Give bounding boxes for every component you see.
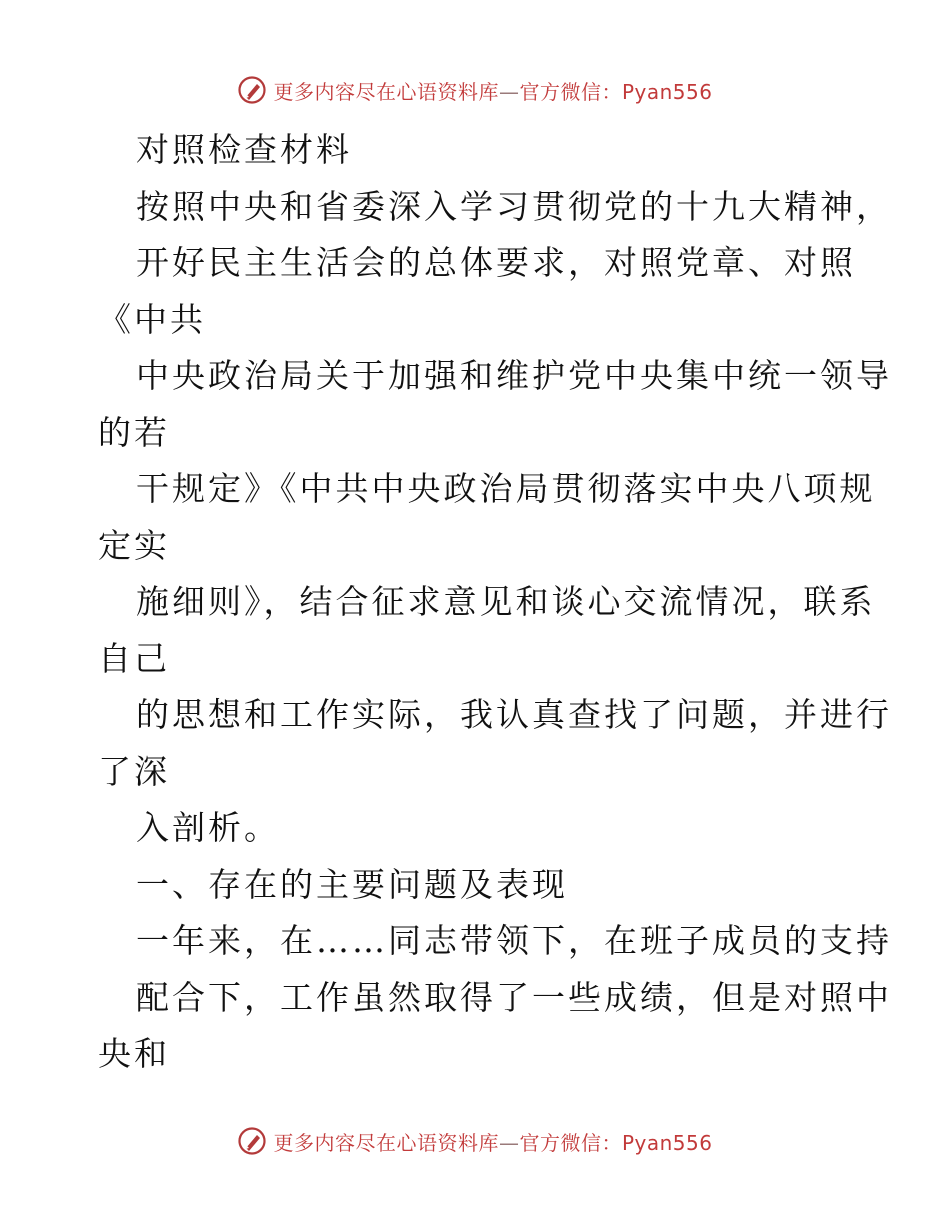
pen-logo-icon xyxy=(237,75,267,105)
text-line: 开好民主生活会的总体要求，对照党章、对照 xyxy=(136,243,856,282)
watermark-footer xyxy=(0,1123,950,1159)
text-line: 对照检查材料 xyxy=(136,130,352,169)
text-line: 自己 xyxy=(98,638,170,678)
text-line: 中央政治局关于加强和维护党中央集中统一领导 xyxy=(136,356,892,395)
document-body xyxy=(98,122,892,1083)
watermark-contact: 官方微信：Pyan556 xyxy=(519,79,713,104)
text-line: 配合下，工作虽然取得了一些成绩，但是对照中 xyxy=(136,977,892,1017)
text-line: 一、存在的主要问题及表现 xyxy=(136,864,568,904)
watermark-text xyxy=(273,76,712,105)
watermark-main: 更多内容尽在心语资料库 xyxy=(273,79,499,104)
text-line: 施细则》，结合征求意见和谈心交流情况，联系 xyxy=(136,582,876,621)
text-line: 的思想和工作实际，我认真查找了问题，并进行 xyxy=(136,695,892,734)
text-line: 一年来，在……同志带领下，在班子成员的支持 xyxy=(136,921,892,960)
watermark-main: 更多内容尽在心语资料库 xyxy=(273,1130,499,1155)
watermark-contact: 官方微信：Pyan556 xyxy=(519,1130,713,1155)
text-line: 央和 xyxy=(98,1034,170,1073)
watermark-separator: — xyxy=(498,1130,520,1155)
watermark-separator: — xyxy=(498,79,520,104)
text-line: 《中共 xyxy=(98,299,206,339)
text-line: 按照中央和省委深入学习贯彻党的十九大精神， xyxy=(136,186,892,226)
text-line: 了深 xyxy=(98,751,170,791)
pen-logo-icon xyxy=(237,1126,267,1156)
watermark-header xyxy=(0,72,950,108)
watermark-text xyxy=(273,1127,712,1156)
text-line: 定实 xyxy=(98,525,170,565)
text-line: 干规定》《中共中央政治局贯彻落实中央八项规 xyxy=(136,469,876,508)
text-line: 入剖析。 xyxy=(136,808,280,847)
text-line: 的若 xyxy=(98,412,170,452)
